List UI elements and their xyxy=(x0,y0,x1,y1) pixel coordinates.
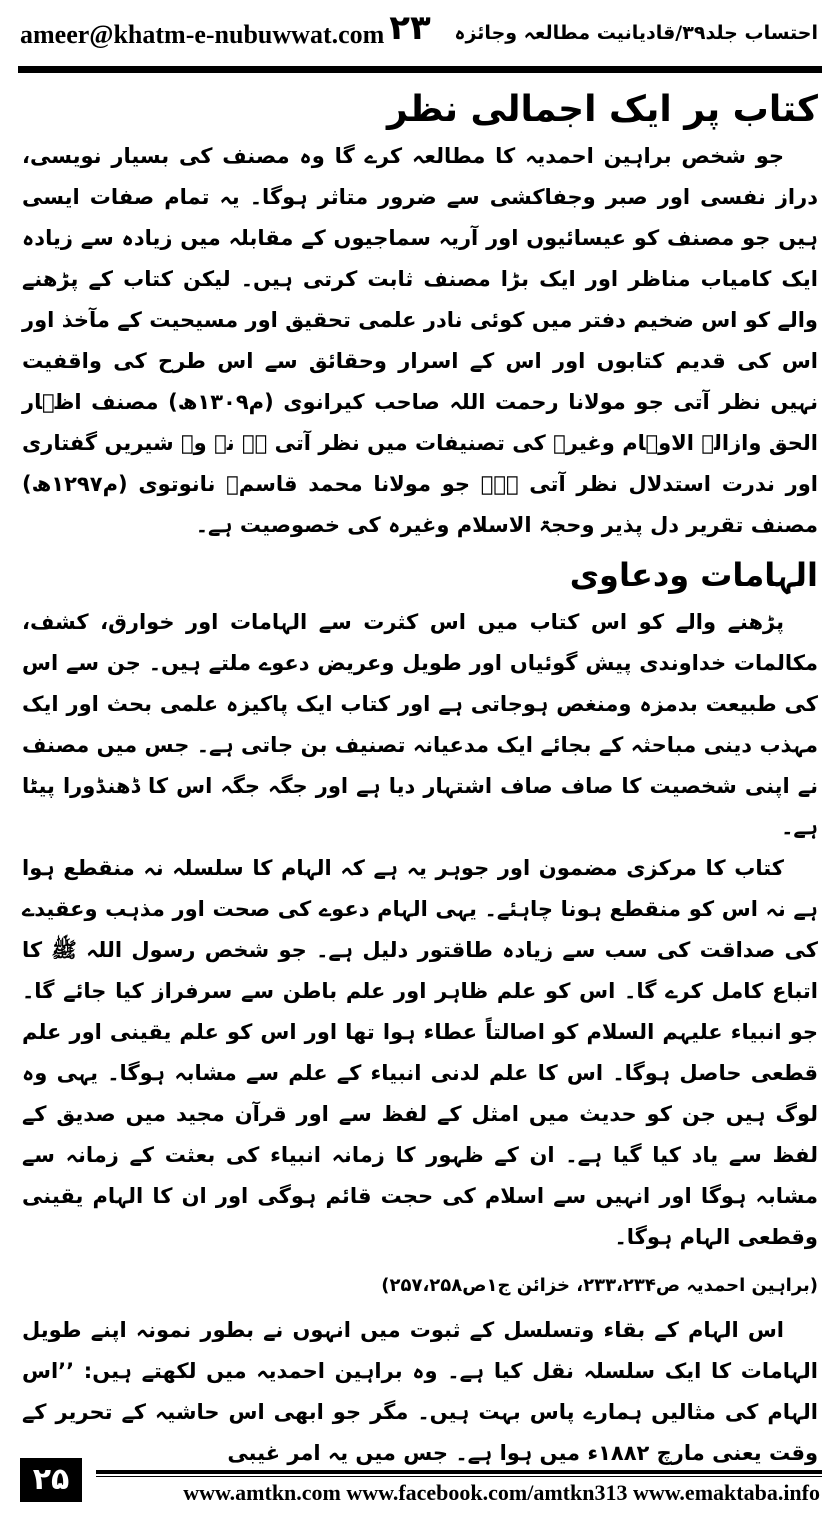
section-heading-overview: کتاب پر ایک اجمالی نظر xyxy=(387,89,818,130)
reference-citation: (براہین احمدیہ ص۲۳۳،۲۳۴، خزائن ج۱ص۲۵۷،۲۵۸) xyxy=(381,1275,818,1296)
paragraph-revelations-1: پڑھنے والے کو اس کتاب میں اس کثرت سے الہامات اور خوارق، کشف، مکالمات خداوندی پیش گوئیاں اور طویل وعریض دعوے ملتے ہیں۔ جن سے اس کی طبیعت بدمزہ ومنغص ہوجاتی ہے اور کتاب ایک پاکیزہ علمی بحث اور ایک مہذب دینی مباحثہ کے بجائے ایک مدعیانہ تصنیف بن جاتی ہے۔ جس میں مصنف نے اپنی شخصیت کا صاف صاف اشتہار دیا ہے اور جگہ جگہ اس کا ڈھنڈورا پیٹا ہے۔ xyxy=(22,610,818,839)
paragraph-revelations-3: اس الہام کے بقاء وتسلسل کے ثبوت میں انہوں نے بطور نمونہ اپنے طویل الہامات کا ایک سلسلہ نقل کیا ہے۔ وہ براہین احمدیہ میں لکھتے ہیں: ’’اس الہام کی مثالیں ہمارے پاس بہت ہیں۔ مگر جو ابھی اس حاشیہ کے تحریر کے وقت یعنی مارچ ۱۸۸۲ء میں ہوا ہے۔ جس میں یہ امر غیبی xyxy=(22,1318,818,1465)
footer-rule-thin xyxy=(96,1476,822,1477)
section-heading-revelations: الہامات ودعاوی xyxy=(569,556,818,594)
footer-page-number: ۲۵ xyxy=(20,1458,82,1502)
running-title: احتساب جلد۳۹/قادیانیت مطالعہ وجائزہ xyxy=(454,22,818,44)
footer-rule xyxy=(96,1470,822,1474)
paragraph-overview: جو شخص براہین احمدیہ کا مطالعہ کرے گا وہ مصنف کی بسیار نویسی، دراز نفسی اور صبر وجفاکشی سے ضرور متاثر ہوگا۔ یہ تمام صفات ایسی ہیں جو مصنف کو عیسائیوں اور آریہ سماجیوں کے مقابلہ میں زیادہ سے زیادہ ایک کامیاب مناظر اور ایک بڑا مصنف ثابت کرتی ہیں۔ لیکن کتاب کے پڑھنے والے کو اس ضخیم دفتر میں کوئی نادر علمی تحقیق اور مسیحیت کے مآخذ اور اس کی قدیم کتابوں اور اس کے اسرار وحقائق سے اس طرح کی واقفیت نہیں نظر آتی جو مولانا رحمت اللہ صاحب کیرانوی (م۱۳۰۹ھ) مصنف اظہار الحق وازالۃ الاوہام وغیرہ کی تصنیفات میں نظر آتی ہے نہ وہ شیریں گفتاری اور ندرت استدلال نظر آتی ہے۔ جو مولانا محمد قاسمؒ نانوتوی (م۱۲۹۷ھ) مصنف تقریر دل پذیر وحجۃ الاسلام وغیرہ کی خصوصیت ہے۔ xyxy=(22,144,818,537)
header-rule xyxy=(18,66,822,73)
footer-links: www.amtkn.com www.facebook.com/amtkn313 www.emaktaba.info xyxy=(183,1480,820,1505)
paragraph-revelations-2: کتاب کا مرکزی مضمون اور جوہر یہ ہے کہ الہام کا سلسلہ نہ منقطع ہوا ہے نہ اس کو منقطع ہونا چاہئے۔ یہی الہام دعوے کی صحت اور مذہب وعقیدے کی صداقت کی سب سے زیادہ طاقتور دلیل ہے۔ جو شخص رسول اللہ ﷺ کا اتباع کامل کرے گا۔ اس کو علم ظاہر اور علم باطن سے سرفراز کیا جائے گا۔ جو انبیاء علیہم السلام کو اصالتاً عطاء ہوا تھا اور اس کو علم یقینی اور علم قطعی حاصل ہوگا۔ اس کا علم لدنی انبیاء کے علم سے مشابہ ہوگا۔ یہی وہ لوگ ہیں جن کو حدیث میں امثل کے لفظ سے اور قرآن مجید میں صدیق کے لفظ سے یاد کیا گیا ہے۔ ان کے ظہور کا زمانہ انبیاء کی بعثت کے زمانہ سے مشابہ ہوگا اور انہیں سے اسلام کی حجت قائم ہوگی اور ان کا الہام یقینی وقطعی الہام ہوگا۔ xyxy=(22,856,818,1249)
header-email: ameer@khatm-e-nubuwwat.com xyxy=(20,20,385,49)
header-page-number: ۲۳ xyxy=(389,8,431,48)
page-header xyxy=(0,0,840,66)
page-body xyxy=(22,84,818,1465)
